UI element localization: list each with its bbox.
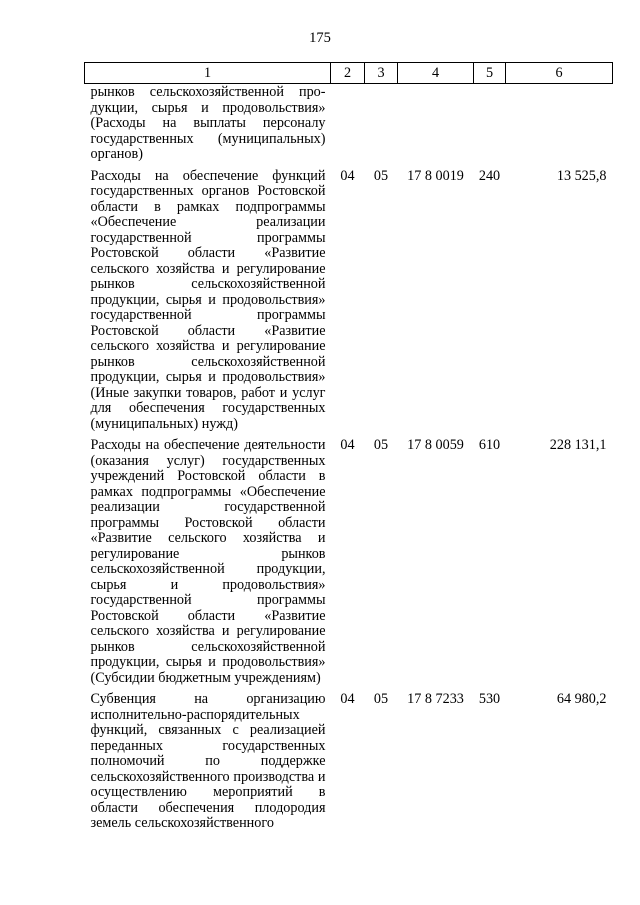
header-col-2: 2: [331, 63, 365, 84]
row-rz: 04: [340, 167, 355, 184]
table-row: [85, 686, 613, 832]
row-rz: 04: [340, 437, 355, 453]
header-col-6: 6: [506, 63, 613, 84]
row-amount: 13 525,8: [556, 167, 607, 184]
table-row: [85, 432, 613, 686]
header-col-5: 5: [474, 63, 506, 84]
row-pr: 05: [373, 437, 389, 453]
row-pr: 05: [373, 691, 389, 707]
row-rz: 04: [340, 691, 355, 707]
row-amount: 228 131,1: [549, 437, 607, 453]
row-description: Субвенция на организацию исполнительно-распорядительных функций, связанных с реализацией переданных государственных полномочий по поддержке сельскохозяйственного производства и осуществлению мероприятий в области обеспечения плодородия земель сельскохозяйственного: [90, 691, 326, 831]
row-csr: 17 8 0019: [407, 167, 464, 184]
header-col-3: 3: [365, 63, 398, 84]
budget-table: [84, 62, 613, 832]
row-vr: 530: [478, 691, 501, 707]
header-col-4: 4: [398, 63, 474, 84]
row-vr: 240: [478, 167, 501, 184]
table-row-continuation: [85, 84, 613, 163]
row-csr: 17 8 7233: [407, 691, 464, 707]
table-row: [85, 163, 613, 433]
row-pr: 05: [373, 167, 389, 184]
row-vr: 610: [478, 437, 501, 453]
row-description: Расходы на обеспечение функций государственных органов Ростовской области в рамках подпрограммы «Обеспечение реализации государственной программы Ростовской области «Развитие сельского хозяйства и регулирование рынков сельскохозяйственной продукции, сырья и продовольствия» государственной программы Ростовской области «Развитие сельского хозяйства и регулирование рынков сельскохозяйственной продукции, сырья и продовольствия» (Иные закупки товаров, работ и услуг для обеспечения государственных (муниципальных) нужд): [90, 167, 326, 432]
row-description: рынков сельскохозяйственной про-дукции, сырья и продовольствия» (Расходы на выплаты персоналу государственных (муниципальных) органов): [90, 84, 326, 162]
row-amount: 64 980,2: [556, 691, 607, 707]
header-col-1: 1: [85, 63, 331, 84]
table-header-row: [85, 63, 613, 84]
row-description: Расходы на обеспечение деятельности (оказания услуг) государственных учреждений Ростовской области в рамках подпрограммы «Обеспечение реализации государственной программы Ростовской области «Развитие сельского хозяйства и регулирование рынков сельскохозяйственной продукции, сырья и продовольствия» государственной программы Ростовской области «Развитие сельского хозяйства и регулирование рынков сельскохозяйственной продукции, сырья и продовольствия» (Субсидии бюджетным учреждениям): [90, 437, 326, 686]
row-csr: 17 8 0059: [407, 437, 464, 453]
page-number: 175: [309, 30, 331, 46]
